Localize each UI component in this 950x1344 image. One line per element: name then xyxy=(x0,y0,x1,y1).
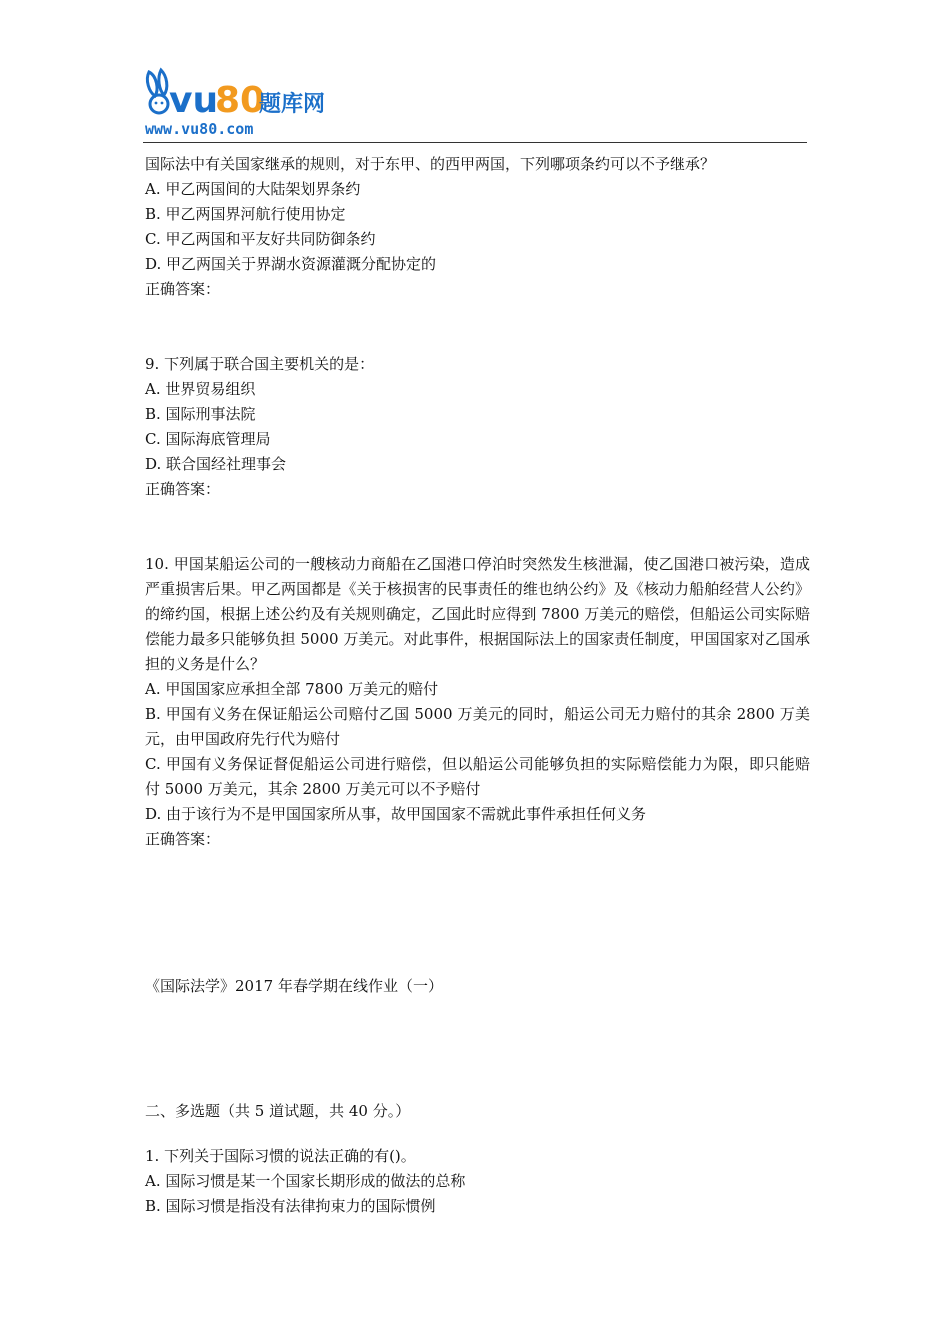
question-stem: 国际法中有关国家继承的规则，对于东甲、的西甲两国，下列哪项条约可以不予继承？ xyxy=(145,155,716,173)
question-8 xyxy=(145,152,810,302)
option-a: A. 甲乙两国间的大陆架划界条约 xyxy=(145,180,361,198)
option-c: C. 甲乙两国和平友好共同防御条约 xyxy=(145,230,376,248)
section-heading: 二、多选题（共 5 道试题，共 40 分。） xyxy=(145,1102,411,1120)
option-a: A. 世界贸易组织 xyxy=(145,380,256,398)
question-stem: 1. 下列关于国际习惯的说法正确的有()。 xyxy=(145,1147,416,1165)
option-a: A. 国际习惯是某一个国家长期形成的做法的总称 xyxy=(145,1172,466,1190)
option-b: B. 国际习惯是指没有法律拘束力的国际惯例 xyxy=(145,1197,436,1215)
logo-brand-text: vu xyxy=(169,80,219,121)
answer-label: 正确答案： xyxy=(145,830,221,848)
logo-brand-number: 80 xyxy=(215,80,266,121)
header-divider xyxy=(143,142,807,143)
rabbit-icon xyxy=(147,70,168,113)
option-b: B. 国际刑事法院 xyxy=(145,405,256,423)
option-d: D. 甲乙两国关于界湖水资源灌溉分配协定的 xyxy=(145,255,437,273)
option-a: A. 甲国国家应承担全部 7800 万美元的赔付 xyxy=(145,680,439,698)
logo-brand-cn: 题库网 xyxy=(259,92,326,117)
answer-label: 正确答案： xyxy=(145,280,221,298)
option-c: C. 甲国有义务保证督促船运公司进行赔偿，但以船运公司能够负担的实际赔偿能力为限，即只能赔付 5000 万美元，其余 2800 万美元可以不予赔付 xyxy=(145,755,810,798)
question-stem: 9. 下列属于联合国主要机关的是： xyxy=(145,355,375,373)
multi-question-1 xyxy=(145,1144,810,1219)
vu80-logo xyxy=(143,66,343,138)
question-9 xyxy=(145,352,810,502)
option-c: C. 国际海底管理局 xyxy=(145,430,271,448)
answer-label: 正确答案： xyxy=(145,480,221,498)
document-body xyxy=(145,152,810,1219)
option-d: D. 由于该行为不是甲国国家所从事，故甲国国家不需就此事件承担任何义务 xyxy=(145,805,647,823)
option-d: D. 联合国经社理事会 xyxy=(145,455,287,473)
question-10 xyxy=(145,552,810,852)
document-title: 《国际法学》2017 年春学期在线作业（一） xyxy=(145,977,443,995)
option-b: B. 甲乙两国界河航行使用协定 xyxy=(145,205,346,223)
question-stem: 10. 甲国某船运公司的一艘核动力商船在乙国港口停泊时突然发生核泄漏，使乙国港口被污染，造成严重损害后果。甲乙两国都是《关于核损害的民事责任的维也纳公约》及《核动力船舶经营人公约》的缔约国，根据上述公约及有关规则确定，乙国此时应得到 7800 万美元的赔偿，但船运公司实际赔偿能力最多只能够负担 5000 万美元。对此事件，根据国际法上的国家责任制度，甲国国家对乙国承担的义务是什么？ xyxy=(145,555,810,673)
option-b: B. 甲国有义务在保证船运公司赔付乙国 5000 万美元的同时，船运公司无力赔付的其余 2800 万美元，由甲国政府先行代为赔付 xyxy=(145,705,810,748)
logo-url-text: www.vu80.com xyxy=(145,120,254,138)
